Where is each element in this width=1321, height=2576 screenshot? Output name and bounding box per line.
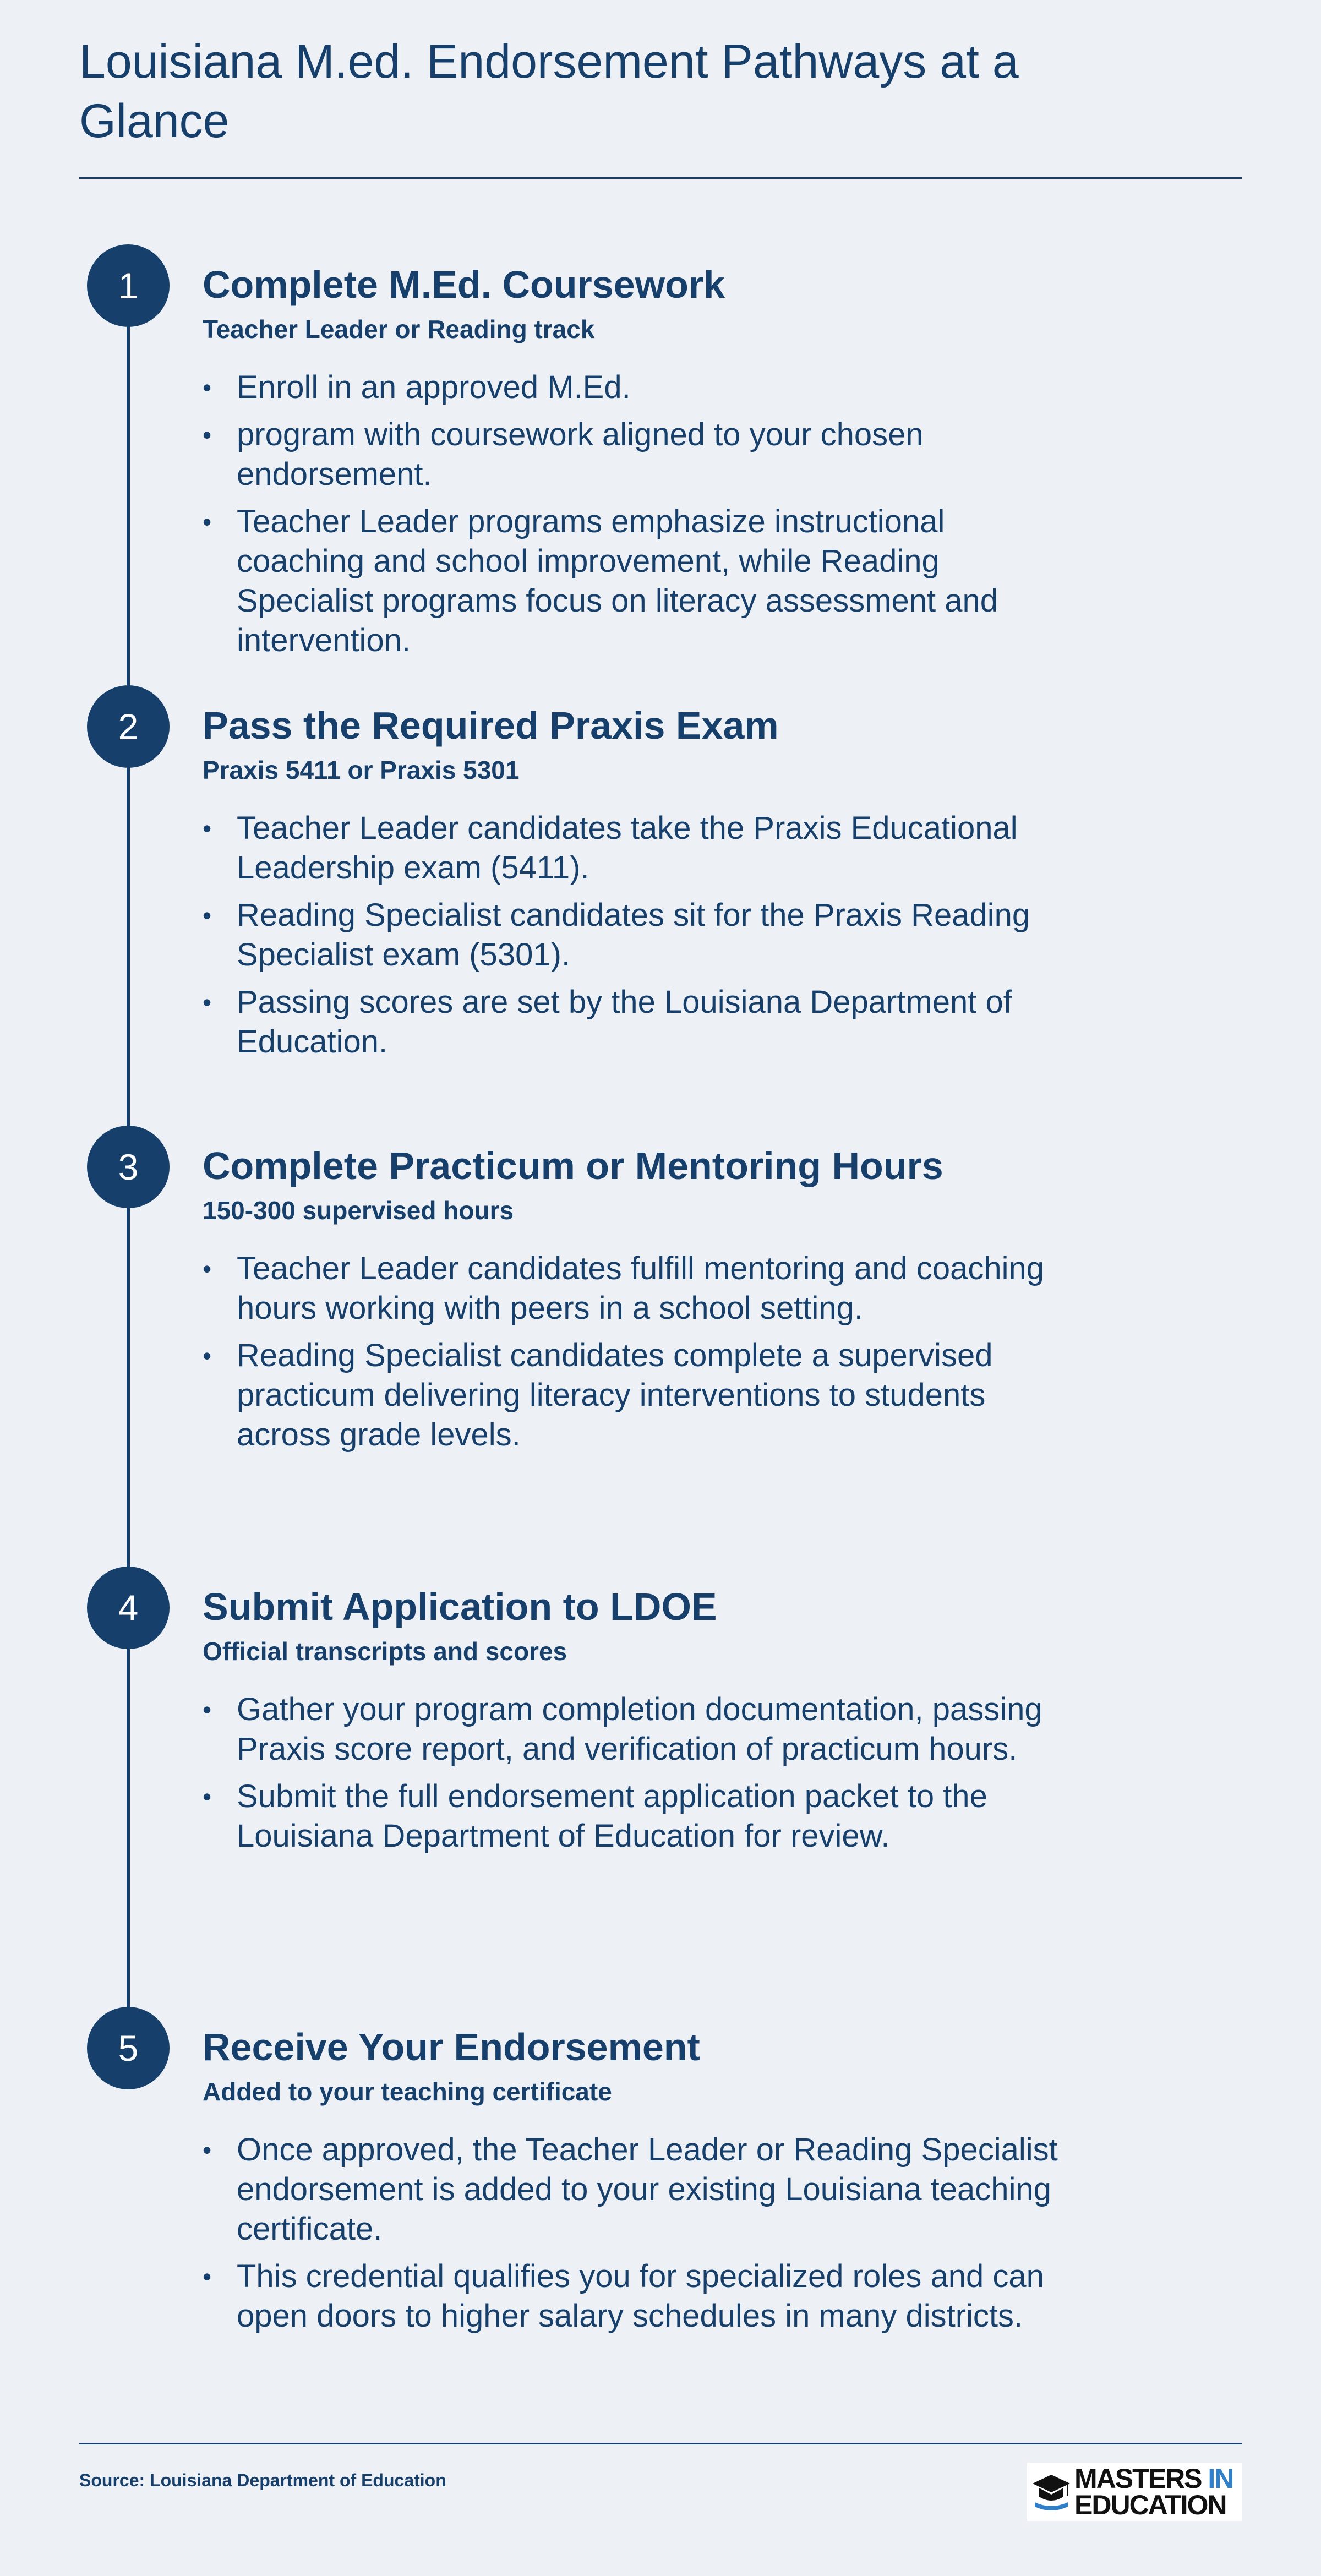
source-note: Source: Louisiana Department of Education [79, 2470, 446, 2490]
step-content [203, 244, 1061, 668]
bullet-item: • Enroll in an approved M.Ed. [203, 368, 1061, 407]
bullet-item: • Submit the full endorsement application packet to the Louisiana Department of Education for review. [203, 1777, 1061, 1856]
logo-wordmark-line1 [1074, 2465, 1233, 2492]
step-title: Complete Practicum or Mentoring Hours [203, 1144, 943, 1187]
bullet-item: • Passing scores are set by the Louisiana Department of Education. [203, 983, 1061, 1062]
step-number-badge: 3 [87, 1126, 170, 1208]
step-subtitle: 150-300 supervised hours [203, 1196, 514, 1225]
bullet-item: • Reading Specialist candidates complete a supervised practicum delivering literacy interventions to students across grade levels. [203, 1336, 1061, 1455]
step-title: Complete M.Ed. Coursework [203, 263, 725, 306]
bullet-item: • Once approved, the Teacher Leader or Reading Specialist endorsement is added to your existing Louisiana teaching certificate. [203, 2130, 1061, 2249]
step-subtitle: Praxis 5411 or Praxis 5301 [203, 756, 520, 784]
step-title: Pass the Required Praxis Exam [203, 704, 779, 747]
step-number-badge: 1 [87, 244, 170, 327]
step-content [203, 2007, 1061, 2344]
step-number-badge: 4 [87, 1567, 170, 1649]
header-divider [79, 177, 1242, 179]
step-content [203, 685, 1061, 1069]
step-subtitle: Teacher Leader or Reading track [203, 315, 595, 343]
bullet-item: • Teacher Leader candidates fulfill mentoring and coaching hours working with peers in a school setting. [203, 1249, 1061, 1328]
step-content [203, 1567, 1061, 1864]
bullet-item: • Gather your program completion documentation, passing Praxis score report, and verification of practicum hours. [203, 1690, 1061, 1769]
bullet-item: • Teacher Leader candidates take the Praxis Educational Leadership exam (5411). [203, 809, 1061, 888]
step-content [203, 1126, 1061, 1462]
bullet-list [203, 1690, 1061, 1856]
bullet-list [203, 1249, 1061, 1455]
step-subtitle: Official transcripts and scores [203, 1637, 567, 1666]
bullet-list [203, 809, 1061, 1062]
step-number-badge: 5 [87, 2007, 170, 2089]
bullet-item: • program with coursework aligned to your chosen endorsement. [203, 415, 1061, 494]
bullet-item: • This credential qualifies you for specialized roles and can open doors to higher salary schedules in many districts. [203, 2257, 1061, 2336]
bullet-list [203, 2130, 1061, 2336]
footer-divider [79, 2443, 1242, 2444]
bullet-item: • Teacher Leader programs emphasize instructional coaching and school improvement, while Reading Specialist programs focus on literacy assessment and intervention. [203, 502, 1061, 661]
bullet-item: • Reading Specialist candidates sit for the Praxis Reading Specialist exam (5301). [203, 896, 1061, 975]
step-title: Receive Your Endorsement [203, 2026, 700, 2069]
logo-wordmark-line2: EDUCATION [1074, 2490, 1226, 2520]
logo-text-masters: MASTERS [1074, 2463, 1202, 2494]
step-number-badge: 2 [87, 685, 170, 768]
step-subtitle: Added to your teaching certificate [203, 2077, 612, 2106]
masters-in-education-logo [1027, 2463, 1242, 2521]
bullet-list [203, 368, 1061, 661]
step-title: Submit Application to LDOE [203, 1585, 717, 1628]
page-title: Louisiana M.ed. Endorsement Pathways at a Glance [79, 35, 1019, 148]
logo-text-in: IN [1208, 2463, 1233, 2494]
